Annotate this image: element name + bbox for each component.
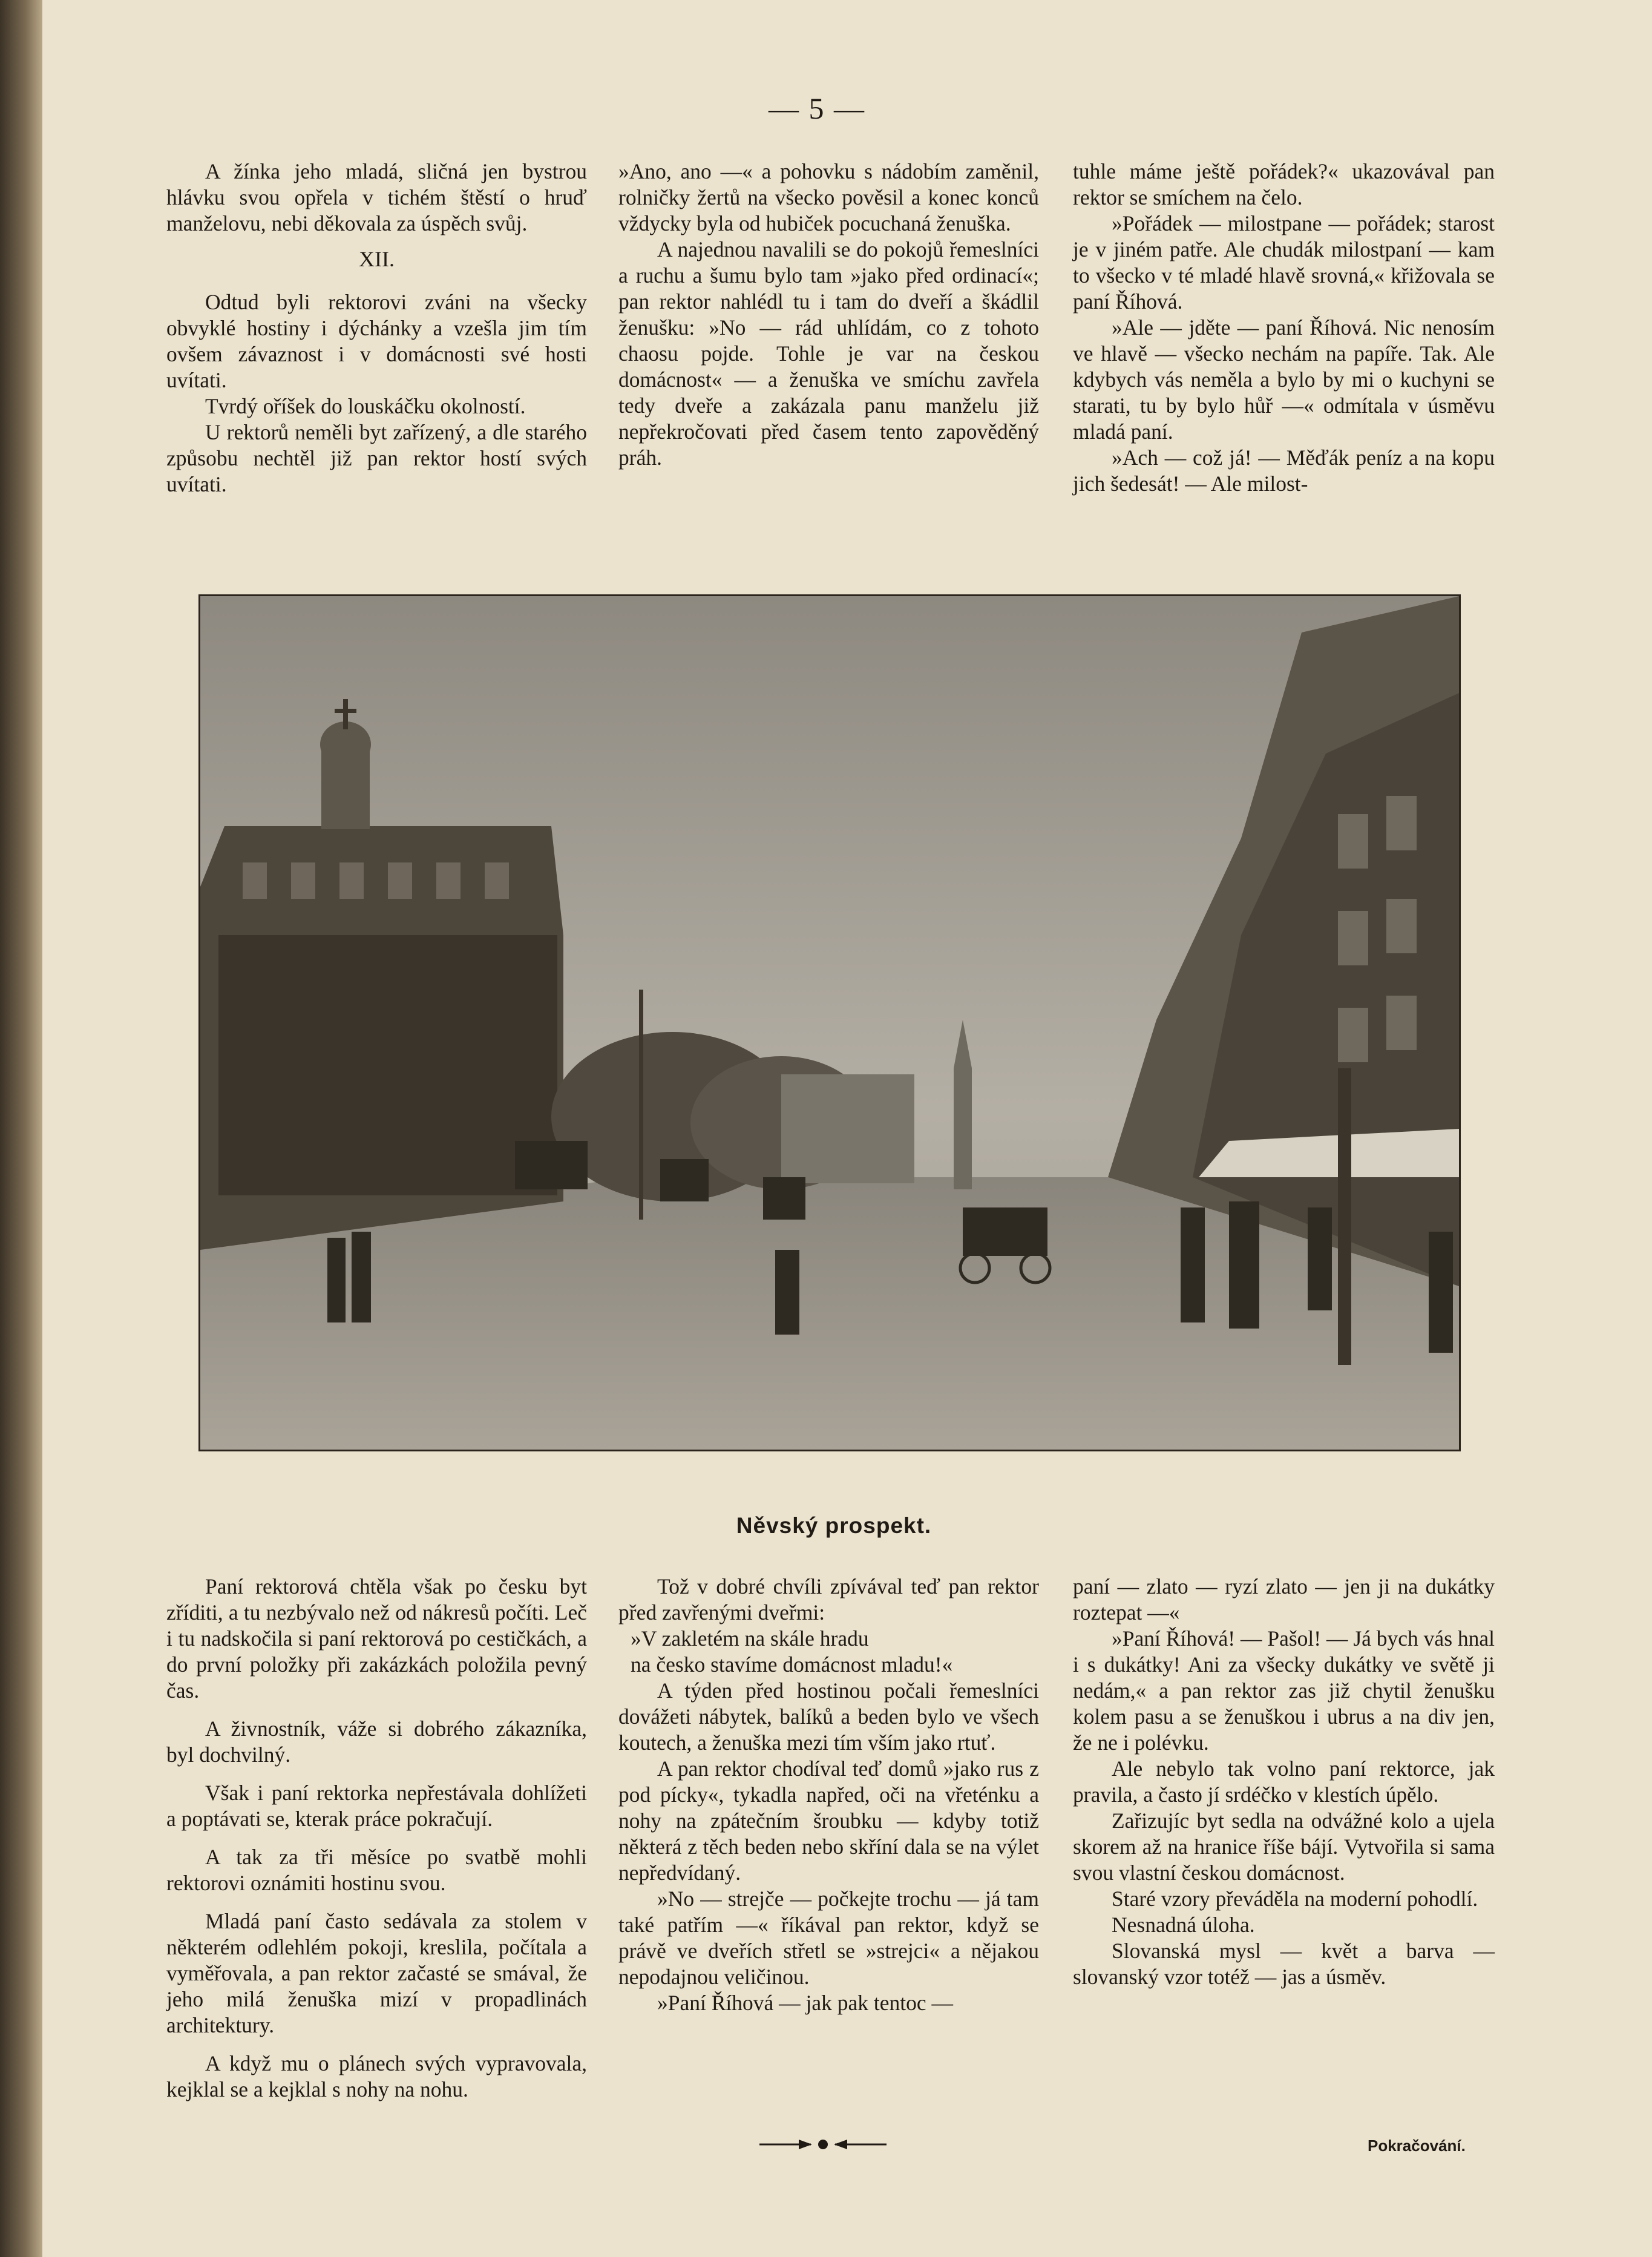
page-number: — 5 —	[769, 91, 865, 125]
paragraph: Ale nebylo tak volno paní rektorce, jak pravila, a často jí srdéčko v klestích úpělo.	[1073, 1756, 1495, 1807]
paragraph: Odtud byli rektorovi zváni na všecky obvyklé hostiny i dýchánky a vzešla jim tím ovšem závaznost i v domácnosti své hosti uvítati.	[166, 290, 587, 392]
book-spine	[0, 0, 42, 2257]
paragraph: A žínka jeho mladá, sličná jen bystrou hlávku svou opřela v tichém štěstí o hruď manželovu, nebi děkovala za úspěch svůj.	[166, 159, 587, 235]
verse-line: »V zakletém na skále hradu	[631, 1626, 869, 1651]
chapter-heading: XII.	[359, 247, 395, 271]
paragraph: Však i paní rektorka nepřestávala dohlížeti a poptávati se, kterak práce pokračují.	[166, 1781, 587, 1831]
nevsky-prospekt-photograph	[198, 594, 1461, 1451]
bottom-column-3	[1073, 1574, 1495, 1990]
paragraph: »Paní Říhová! — Pašol! — Já bych vás hnal i s dukátky! Ani za všecky dukátky ve světě ji nedám,« a pan rektor zas již chytil ženušku kolem pasu a se ženuškou i ubrus a na div jen, že ne i polévku.	[1073, 1626, 1495, 1755]
paragraph: Staré vzory převáděla na moderní pohodlí.	[1112, 1887, 1478, 1911]
paragraph: »Ach — což já! — Měďák peníz a na kopu jich šedesát! — Ale milost-	[1073, 445, 1495, 496]
paragraph: A když mu o plánech svých vypravovala, kejklal se a kejklal s nohy na nohu.	[166, 2051, 587, 2101]
paragraph: Nesnadná úloha.	[1112, 1913, 1255, 1937]
paragraph: Zařizujíc byt sedla na odvážné kolo a ujela skorem až na hranice říše bájí. Vytvořila si sama svou vlastní českou domácnost.	[1073, 1809, 1495, 1885]
paragraph: »No — strejče — počkejte trochu — já tam také patřím —« říkával pan rektor, když se právě ve dveřích střetl se »strejci« a nějakou nepodajnou veličinou.	[618, 1887, 1039, 1989]
paragraph: A tak za tři měsíce po svatbě mohli rektorovi oznámiti hostinu svou.	[166, 1845, 587, 1895]
paragraph: A najednou navalili se do pokojů řemeslníci a ruchu a šumu bylo tam »jako před ordinací«; pan rektor nahlédl tu i tam do dveří a škádlil ženušku: »No — rád uhlídám, co z tohoto chaosu pojde. Tohle je var na českou domácnost« — a ženuška ve smíchu zavřela tedy dveře a zakázala panu manželu již nepřekročovati před časem tento zapověděný práh.	[618, 237, 1039, 470]
paragraph: Slovanská mysl — květ a barva — slovanský vzor totéž — jas a úsměv.	[1073, 1939, 1495, 1989]
paragraph: A týden před hostinou počali řemeslníci dovážeti nábytek, balíků a beden bylo ve všech koutech, a ženuška mezi tím vším jako rtuť.	[618, 1678, 1039, 1755]
end-ornament-icon	[756, 2135, 890, 2154]
bottom-column-1	[166, 1574, 587, 2103]
figure-caption: Něvský prospekt.	[736, 1513, 932, 1538]
paragraph: U rektorů neměli byt zařízený, a dle starého způsobu nechtěl již pan rektor hostí svých uvítati.	[166, 420, 587, 496]
top-column-3	[1073, 159, 1495, 497]
paragraph: A pan rektor chodíval teď domů »jako rus z pod pícky«, tykadla napřed, oči na vřeténku a nohy na zpátečním šroubku — kdyby totiž některá z těch beden nebo skříní dala se na výlet nepředvídaný.	[618, 1756, 1039, 1885]
paragraph: Paní rektorová chtěla však po česku byt zříditi, a tu nezbývalo než od nákresů počíti. Leč i tu nadskočila si paní rektorová po cestičkách, a do první položky při zakázkách položila pevný čas.	[166, 1574, 587, 1703]
paragraph: tuhle máme ještě pořádek?« ukazovával pan rektor se smíchem na čelo.	[1073, 159, 1495, 209]
paragraph: Mladá paní často sedávala za stolem v některém odlehlém pokoji, kreslila, počítala a vyměřovala, a pan rektor začasté se smával, že jeho milá ženuška mizí v propadlinách architektury.	[166, 1909, 587, 2037]
paragraph: Tož v dobré chvíli zpívával teď pan rektor před zavřenými dveřmi:	[618, 1574, 1039, 1625]
verse-line: na česko stavíme domácnost mladu!«	[631, 1652, 953, 1677]
paragraph: »Paní Říhová — jak pak tentoc —	[657, 1991, 954, 2015]
paragraph: »Ano, ano —« a pohovku s nádobím zaměnil, rolničky žertů na všecko pověsil a konec konců vždycky byla od hubiček pocuchaná ženuška.	[618, 159, 1039, 235]
paragraph: »Ale — jděte — paní Říhová. Nic nenosím ve hlavě — všecko nechám na papíře. Tak. Ale kdybych vás neměla a bylo by mi o kuchyni se starati, tu by bylo hůř —« odmítala v úsměvu mladá paní.	[1073, 315, 1495, 444]
top-column-2	[618, 159, 1039, 471]
bottom-column-2	[618, 1574, 1039, 2016]
paragraph: »Pořádek — milostpane — pořádek; starost je v jiném patře. Ale chudák milostpaní — kam to všecko v té mladé hlavě srovná,« křižovala se paní Říhová.	[1073, 211, 1495, 314]
paragraph: paní — zlato — ryzí zlato — jen ji na dukátky roztepat —«	[1073, 1574, 1495, 1625]
continuation-note: Pokračování.	[1368, 2137, 1466, 2155]
paragraph: A živnostník, váže si dobrého zákazníka, byl dochvilný.	[166, 1717, 587, 1767]
page	[42, 0, 1652, 2257]
top-column-1	[166, 159, 587, 498]
paragraph: Tvrdý oříšek do louskáčku okolností.	[205, 394, 526, 418]
